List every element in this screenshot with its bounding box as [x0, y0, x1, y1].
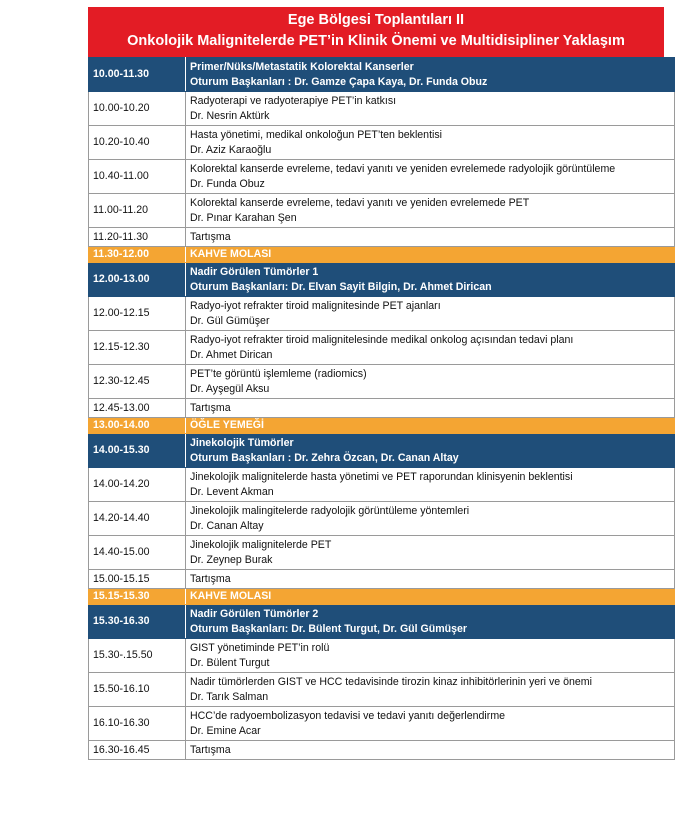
description-cell: [186, 707, 675, 741]
talk-row: [89, 297, 675, 331]
speaker-name: Dr. Bülent Turgut: [190, 656, 270, 669]
session-header-row: [89, 263, 675, 297]
time-cell: 16.30-16.45: [89, 741, 186, 760]
item-title: GIST yönetiminde PET’in rolü: [190, 641, 330, 654]
talk-row: [89, 707, 675, 741]
talk-row: [89, 502, 675, 536]
item-title: Jinekolojik malignitelerde hasta yönetimi ve PET raporundan klinisyenin beklentisi: [190, 470, 573, 483]
item-title: Tartışma: [190, 401, 231, 414]
description-cell: [186, 365, 675, 399]
time-cell: 12.15-12.30: [89, 331, 186, 365]
speaker-name: Dr. Nesrin Aktürk: [190, 109, 270, 122]
header-subtitle: Onkolojik Malignitelerde PET’in Klinik Önemi ve Multidisipliner Yaklaşım: [127, 33, 625, 49]
description-cell: [186, 536, 675, 570]
talk-row: [89, 673, 675, 707]
talk-row: [89, 126, 675, 160]
session-title: Jinekolojik Tümörler: [190, 436, 294, 449]
speaker-name: Dr. Ahmet Dirican: [190, 348, 273, 361]
speaker-name: Dr. Emine Acar: [190, 724, 261, 737]
time-cell: 10.20-10.40: [89, 126, 186, 160]
talk-row: [89, 331, 675, 365]
description-cell: [186, 418, 675, 434]
discussion-row: [89, 570, 675, 589]
time-cell: 14.20-14.40: [89, 502, 186, 536]
talk-row: [89, 365, 675, 399]
time-cell: 15.00-15.15: [89, 570, 186, 589]
item-title: Kolorektal kanserde evreleme, tedavi yanıtı ve yeniden evrelemede radyolojik görüntüleme: [190, 162, 616, 175]
item-title: Tartışma: [190, 743, 231, 756]
session-chairs: Oturum Başkanları: Dr. Elvan Sayit Bilgin, Dr. Ahmet Dirican: [190, 280, 492, 293]
time-cell: 11.20-11.30: [89, 228, 186, 247]
description-cell: [186, 126, 675, 160]
description-cell: [186, 247, 675, 263]
session-header-row: [89, 434, 675, 468]
time-cell: 15.30-16.30: [89, 605, 186, 639]
time-cell: 14.40-15.00: [89, 536, 186, 570]
description-cell: [186, 570, 675, 589]
session-title: Nadir Görülen Tümörler 2: [190, 607, 319, 620]
item-title: Radyo-iyot refrakter tiroid malignitesinde PET ajanları: [190, 299, 441, 312]
session-title: Primer/Nüks/Metastatik Kolorektal Kanserler: [190, 60, 414, 73]
time-cell: 11.30-12.00: [89, 247, 186, 263]
description-cell: [186, 263, 675, 297]
item-title: KAHVE MOLASI: [190, 248, 272, 260]
time-cell: 13.00-14.00: [89, 418, 186, 434]
header-title: Ege Bölgesi Toplantıları II: [287, 12, 465, 28]
item-title: KAHVE MOLASI: [190, 590, 272, 602]
description-cell: [186, 741, 675, 760]
time-cell: 10.00-11.30: [89, 58, 186, 92]
item-title: Kolorektal kanserde evreleme, tedavi yanıtı ve yeniden evrelemede PET: [190, 196, 530, 209]
time-cell: 11.00-11.20: [89, 194, 186, 228]
time-cell: 14.00-15.30: [89, 434, 186, 468]
break-row: [89, 418, 675, 434]
description-cell: [186, 58, 675, 92]
description-cell: [186, 589, 675, 605]
discussion-row: [89, 399, 675, 418]
program-document: [88, 7, 664, 760]
time-cell: 12.00-12.15: [89, 297, 186, 331]
time-cell: 15.50-16.10: [89, 673, 186, 707]
speaker-name: Dr. Levent Akman: [190, 485, 274, 498]
item-title: Tartışma: [190, 572, 231, 585]
talk-row: [89, 92, 675, 126]
item-title: Nadir tümörlerden GIST ve HCC tedavisinde tirozin kinaz inhibitörlerinin yeri ve önemi: [190, 675, 592, 688]
talk-row: [89, 194, 675, 228]
session-title: Nadir Görülen Tümörler 1: [190, 265, 319, 278]
time-cell: 10.00-10.20: [89, 92, 186, 126]
speaker-name: Dr. Funda Obuz: [190, 177, 265, 190]
time-cell: 10.40-11.00: [89, 160, 186, 194]
time-cell: 14.00-14.20: [89, 468, 186, 502]
description-cell: [186, 502, 675, 536]
break-row: [89, 247, 675, 263]
speaker-name: Dr. Zeynep Burak: [190, 553, 273, 566]
item-title: HCC’de radyoembolizasyon tedavisi ve tedavi yanıtı değerlendirme: [190, 709, 506, 722]
speaker-name: Dr. Pınar Karahan Şen: [190, 211, 297, 224]
item-title: Radyoterapi ve radyoterapiye PET’in katkısı: [190, 94, 397, 107]
description-cell: [186, 228, 675, 247]
session-header-row: [89, 605, 675, 639]
talk-row: [89, 160, 675, 194]
description-cell: [186, 639, 675, 673]
session-chairs: Oturum Başkanları : Dr. Gamze Çapa Kaya, Dr. Funda Obuz: [190, 75, 488, 88]
time-cell: 12.45-13.00: [89, 399, 186, 418]
talk-row: [89, 468, 675, 502]
discussion-row: [89, 228, 675, 247]
speaker-name: Dr. Gül Gümüşer: [190, 314, 270, 327]
time-cell: 12.30-12.45: [89, 365, 186, 399]
description-cell: [186, 331, 675, 365]
item-title: Jinekolojik malingitelerde radyolojik görüntüleme yöntemleri: [190, 504, 470, 517]
description-cell: [186, 673, 675, 707]
description-cell: [186, 92, 675, 126]
description-cell: [186, 399, 675, 418]
description-cell: [186, 160, 675, 194]
description-cell: [186, 194, 675, 228]
talk-row: [89, 639, 675, 673]
description-cell: [186, 605, 675, 639]
talk-row: [89, 536, 675, 570]
session-chairs: Oturum Başkanları : Dr. Zehra Özcan, Dr. Canan Altay: [190, 451, 459, 464]
program-header: [88, 7, 664, 57]
description-cell: [186, 434, 675, 468]
time-cell: 15.30-.15.50: [89, 639, 186, 673]
item-title: Radyo-iyot refrakter tiroid malignitelesinde medikal onkolog açısından tedavi planı: [190, 333, 574, 346]
item-title: PET’te görüntü işlemleme (radiomics): [190, 367, 367, 380]
session-header-row: [89, 58, 675, 92]
speaker-name: Dr. Ayşegül Aksu: [190, 382, 270, 395]
time-cell: 12.00-13.00: [89, 263, 186, 297]
description-cell: [186, 468, 675, 502]
break-row: [89, 589, 675, 605]
item-title: Tartışma: [190, 230, 231, 243]
description-cell: [186, 297, 675, 331]
speaker-name: Dr. Canan Altay: [190, 519, 264, 532]
schedule-table: [88, 57, 675, 760]
speaker-name: Dr. Tarık Salman: [190, 690, 269, 703]
item-title: Hasta yönetimi, medikal onkoloğun PET’ten beklentisi: [190, 128, 443, 141]
item-title: Jinekolojik malignitelerde PET: [190, 538, 332, 551]
item-title: ÖĞLE YEMEĞİ: [190, 419, 264, 431]
time-cell: 16.10-16.30: [89, 707, 186, 741]
time-cell: 15.15-15.30: [89, 589, 186, 605]
speaker-name: Dr. Aziz Karaoğlu: [190, 143, 272, 156]
discussion-row: [89, 741, 675, 760]
session-chairs: Oturum Başkanları: Dr. Bülent Turgut, Dr. Gül Gümüşer: [190, 622, 468, 635]
